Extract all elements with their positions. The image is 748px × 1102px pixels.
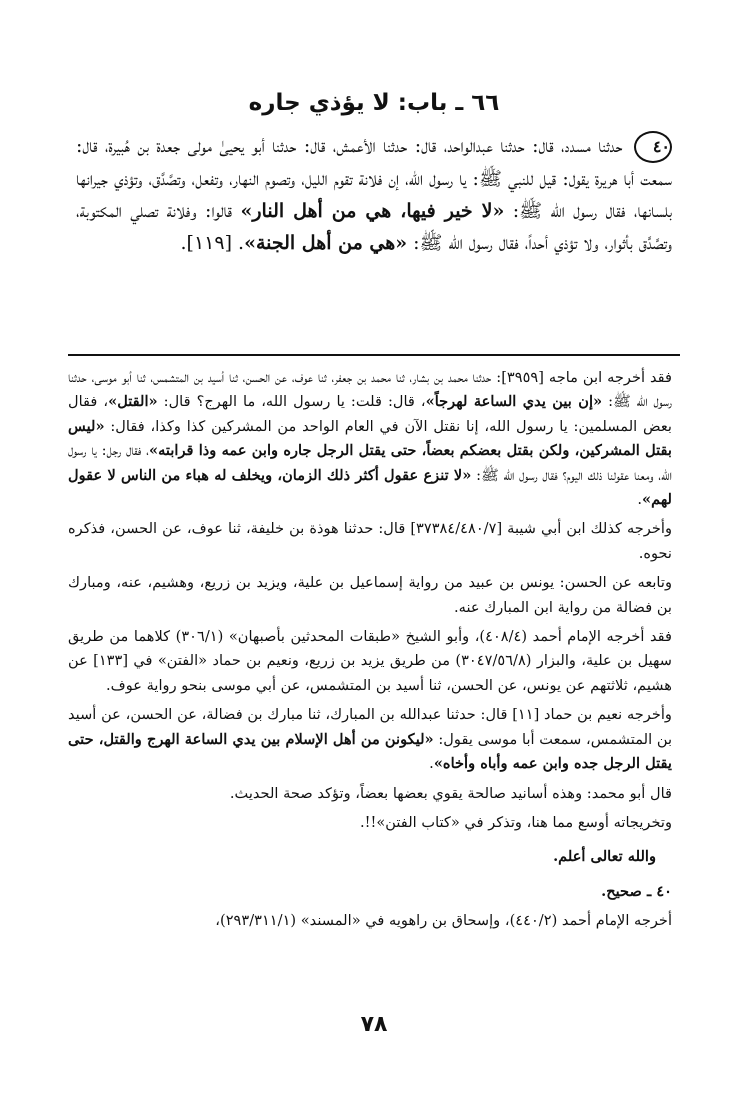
footnote-paragraph: أخرجه الإمام أحمد (٤٤٠/٢)، وإسحاق بن راهويه في «المسند» (٢٩٣/٣١١/١)، xyxy=(215,912,672,930)
footnote-text: . xyxy=(429,755,434,773)
page-number: ٧٨ xyxy=(360,1012,388,1037)
footnote-paragraph: وأخرجه كذلك ابن أبي شيبة [٣٧٣٨٤/٤٨٠/٧] قال: حدثنا هوذة بن خليفة، ثنا عوف، عن الحسن، فذكره نحوه. xyxy=(68,520,672,562)
footnote-quote: «ليس بقتل المشركين، ولكن بقتل بعضكم بعضاً، حتى يقتل الرجل جاره وابن عمه وذا قرابته» xyxy=(68,417,672,460)
footnote-text: . xyxy=(637,491,642,509)
closing-phrase: والله تعالى أعلم. xyxy=(553,848,656,866)
hadith-continuation: قالوا: وفلانة تصلي المكتوبة، وتصَّدَّق بأثوار، ولا تؤذي أحداً، فقال رسول الله ﷺ: xyxy=(76,200,672,254)
footnote-text: فقد أخرجه ابن ماجه [٣٩٥٩]: حدثنا محمد بن بشار، ثنا محمد بن جعفر، ثنا عوف، عن الحسن، ثنا أسيد بن المتشمس، ثنا أبو موسى، حدثنا رسول الله ﷺ: xyxy=(68,369,673,411)
hadith-grade: ٤٠ ـ صحيح. xyxy=(601,882,672,900)
footnote-quote: «ليكونن من أهل الإسلام بين يدي الساعة الهرج والقتل، حتى يقتل الرجل جده وابن عمه وأباه وأخاه» xyxy=(68,730,672,773)
footnote-text: ، فقال رجل: يا رسول الله، ومعنا عقولنا ذلك اليوم؟ فقال رسول الله ﷺ: xyxy=(68,442,672,484)
chapter-title: ٦٦ ـ باب: لا يؤذي جاره xyxy=(248,90,500,116)
footnote-paragraph: فقد أخرجه الإمام أحمد (٤٠٨/٤)، وأبو الشيخ «طبقات المحدثين بأصبهان» (٣٠٦/١) كلاهما من طريق سهيل بن علية، والبزار (٣٠٤٧/٥٦/٨) من طريق يزيد بن زريع، ونعيم بن حماد «الفتن» في [١٣٣] عن هشيم، ثلاثتهم عن يونس، عن الحسن، ثنا أسيد بن المتشمس، عن أبي موسى بنحو رواية عوف. xyxy=(68,628,673,694)
footnotes xyxy=(68,366,672,939)
hadith-chain: حدثنا مسدد، قال: حدثنا عبدالواحد، قال: حدثنا الأعمش، قال: حدثنا أبو يحيىٰ مولى جعدة بن هُبيرة، قال: سمعت أبا هريرة يقول: قيل للنبي ﷺ: يا رسول الله، إن فلانة تقوم الليل، وتصوم النهار، وتفعل، وتصَّدَّق، وتؤذي جيرانها بلسانها، فقال رسول الله ﷺ: xyxy=(76,135,672,222)
footnote-quote: «لا تنزع عقول أكثر ذلك الزمان، ويخلف له هباء من الناس لا عقول لهم» xyxy=(68,466,672,509)
footnote-quote: «إن بين يدي الساعة لهرجاً» xyxy=(425,393,603,411)
footnote-paragraph: وتخريجاته أوسع مما هنا، وتذكر في «كتاب الفتن»!!. xyxy=(360,813,672,831)
footnote-text: ، قال: قلت: يا رسول الله، ما الهرج؟ قال: xyxy=(157,393,426,411)
footnote-text: ، فقال بعض المسلمين: يا رسول الله، إنا نقتل الآن في العام الواحد من المشركين كذا وكذا، فقال: xyxy=(68,393,672,435)
footnote-divider xyxy=(68,354,680,356)
hadith-number-badge: ٤٠ xyxy=(634,131,672,163)
footnote-text: وأخرجه نعيم بن حماد [١١] قال: حدثنا عبدالله بن المبارك، ثنا مبارك بن فضالة، عن الحسن، عن أسيد بن المتشمس، سمعت أبا موسى يقول: xyxy=(68,706,673,748)
hadith-quote-2: «هي من أهل الجنة» xyxy=(244,232,408,254)
footnote-quote: «القتل» xyxy=(108,393,158,411)
footnote-paragraph: قال أبو محمد: وهذه أسانيد صالحة يقوي بعضها بعضاً، وتؤكد صحة الحديث. xyxy=(229,784,672,802)
footnote-paragraph xyxy=(68,366,672,512)
footnote-paragraph xyxy=(68,703,672,776)
hadith-quote-1: «لا خير فيها، هي من أهل النار» xyxy=(240,200,505,222)
footnote-paragraph: وتابعه عن الحسن: يونس بن عبيد من رواية إسماعيل بن علية، ويزيد بن زريع، وهشيم، عنه، ومبارك بن فضالة من رواية ابن المبارك عنه. xyxy=(68,574,672,616)
hadith-reference: . [١١٩]. xyxy=(180,232,245,254)
hadith-text xyxy=(76,130,672,259)
